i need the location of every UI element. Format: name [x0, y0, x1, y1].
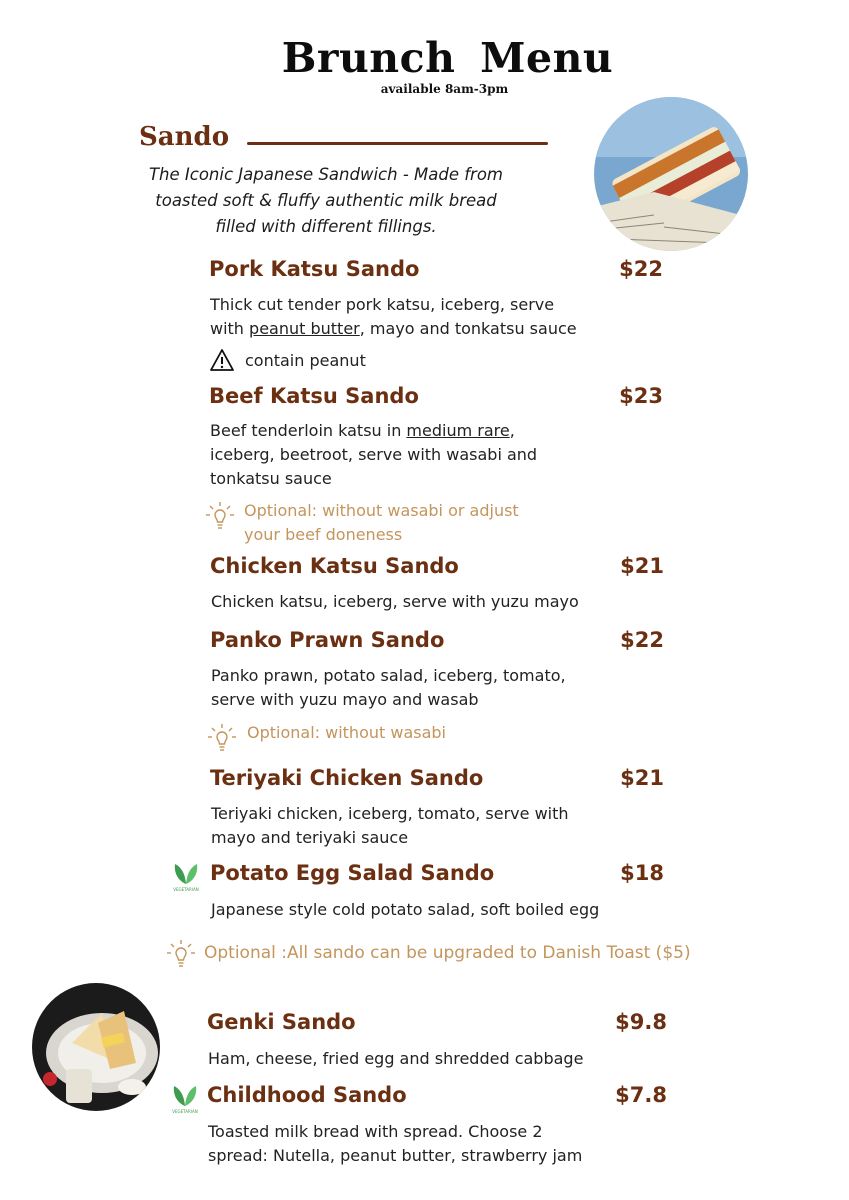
doneness-highlight: medium rare [406, 421, 510, 440]
item-price: $7.8 [615, 1083, 667, 1107]
item-name: Panko Prawn Sando [210, 628, 445, 652]
allergen-highlight: peanut butter [249, 319, 360, 338]
katsu-sando-photo [594, 97, 748, 251]
item-description: Beef tenderloin katsu in medium rare, iceberg, beetroot, serve with wasabi and tonkatsu sauce [210, 421, 538, 488]
item-description: Ham, cheese, fried egg and shredded cabbage [208, 1049, 584, 1068]
section-intro: The Iconic Japanese Sandwich - Made from toasted soft & fluffy authentic milk bread filled with different fillings. [148, 165, 504, 236]
item-name: Potato Egg Salad Sando [210, 861, 495, 885]
svg-text:VEGETARIAN: VEGETARIAN [172, 1109, 198, 1114]
vegetarian-leaf-icon [171, 860, 201, 892]
allergen-warning: contain peanut [245, 351, 366, 370]
section-divider [247, 142, 548, 145]
item-price: $22 [619, 257, 663, 281]
item-price: $21 [620, 554, 664, 578]
optional-note: Optional: without wasabi [247, 723, 446, 742]
section-title: Sando [139, 122, 230, 152]
item-name: Teriyaki Chicken Sando [210, 766, 484, 790]
lightbulb-icon [166, 938, 196, 970]
item-name: Chicken Katsu Sando [210, 554, 459, 578]
item-price: $9.8 [615, 1010, 667, 1034]
item-price: $22 [620, 628, 664, 652]
item-description: Thick cut tender pork katsu, iceberg, serve with peanut butter, mayo and tonkatsu sauce [210, 295, 577, 338]
lightbulb-icon [205, 500, 235, 532]
lightbulb-icon [207, 722, 237, 754]
item-price: $21 [620, 766, 664, 790]
item-name: Childhood Sando [207, 1083, 407, 1107]
item-name: Genki Sando [207, 1010, 356, 1034]
upgrade-note: Optional :All sando can be upgraded to Danish Toast ($5) [204, 943, 691, 963]
optional-note: Optional: without wasabi or adjust your beef doneness [244, 501, 519, 544]
item-name: Pork Katsu Sando [209, 257, 420, 281]
item-price: $23 [619, 384, 663, 408]
item-description: Panko prawn, potato salad, iceberg, tomato, serve with yuzu mayo and wasab [211, 666, 566, 709]
vegetarian-leaf-icon [170, 1082, 200, 1114]
item-description: Chicken katsu, iceberg, serve with yuzu mayo [211, 592, 579, 611]
item-description: Toasted milk bread with spread. Choose 2 spread: Nutella, peanut butter, strawberry jam [208, 1122, 583, 1165]
menu-availability: available 8am-3pm [380, 82, 509, 96]
item-price: $18 [620, 861, 664, 885]
item-name: Beef Katsu Sando [209, 384, 419, 408]
menu-title: Brunch Menu [281, 34, 614, 82]
warning-icon [209, 348, 235, 372]
genki-sando-photo [32, 983, 160, 1111]
item-description: Teriyaki chicken, iceberg, tomato, serve with mayo and teriyaki sauce [211, 804, 569, 847]
item-description: Japanese style cold potato salad, soft boiled egg [211, 900, 600, 919]
svg-text:VEGETARIAN: VEGETARIAN [173, 887, 199, 892]
